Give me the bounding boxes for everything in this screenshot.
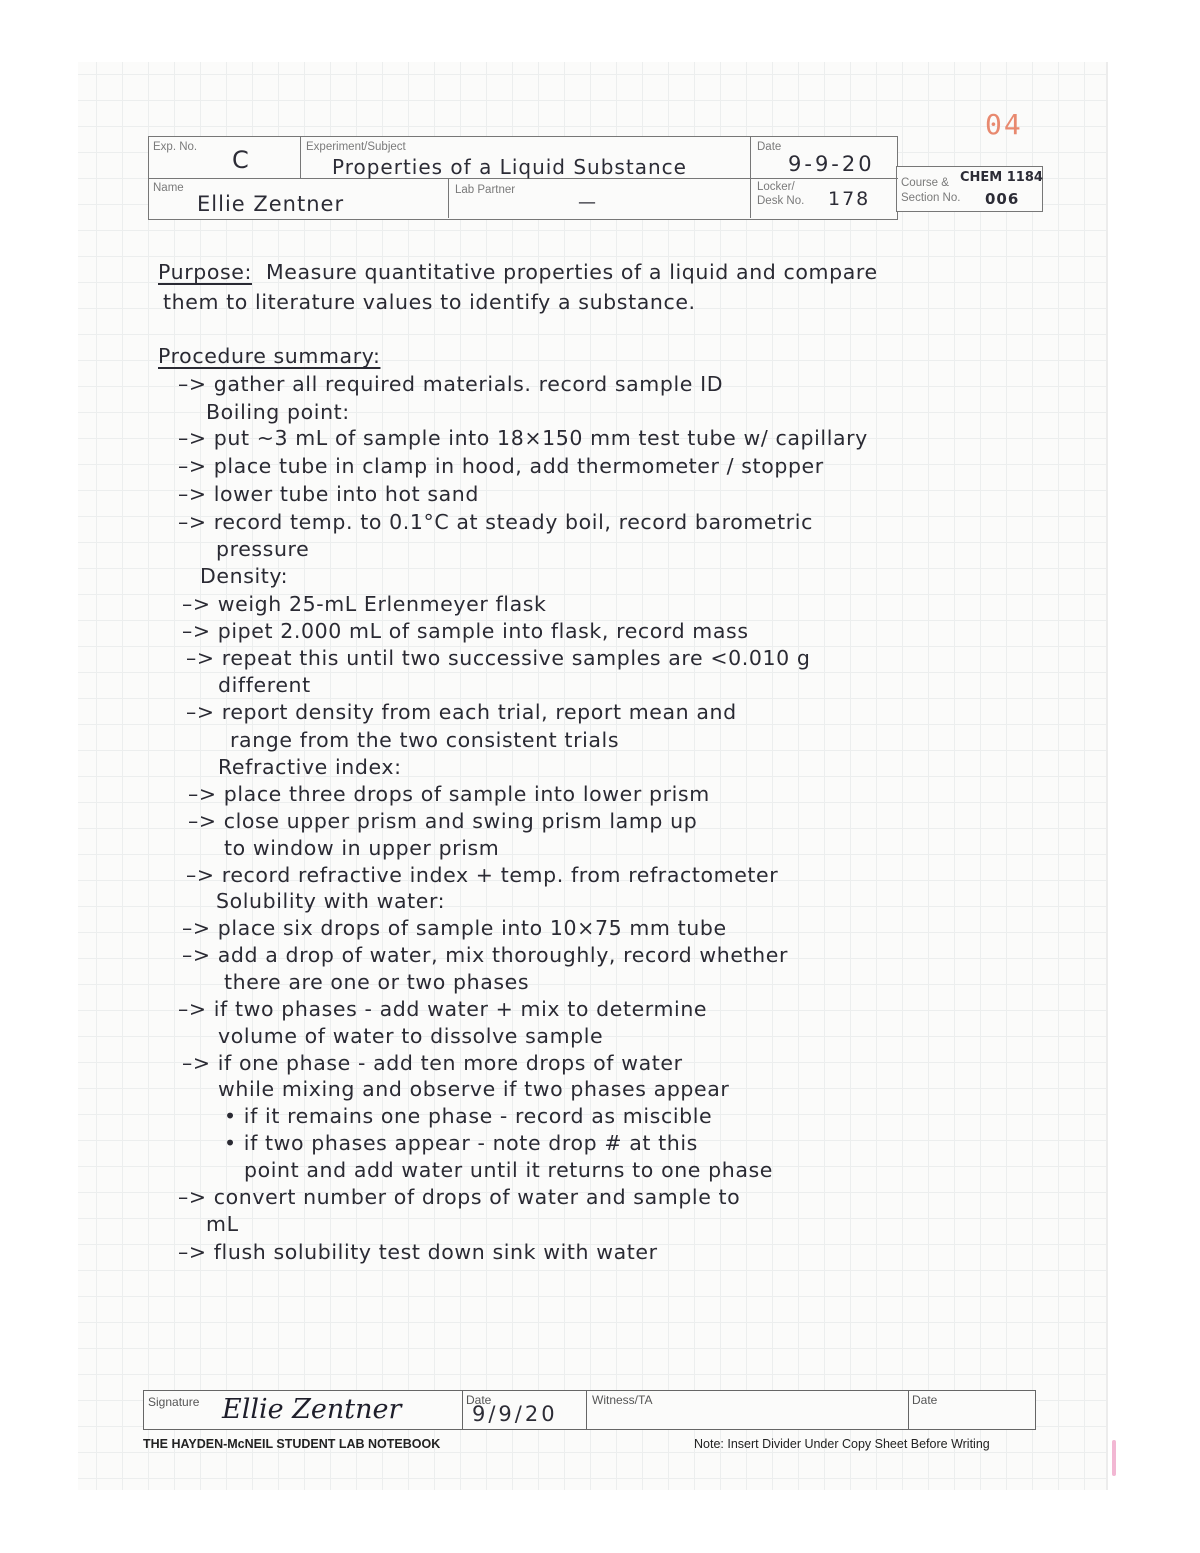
locker-label-2: Desk No. <box>757 195 805 207</box>
note-line: –> report density from each trial, report mean and <box>186 700 737 724</box>
purpose-heading: Purpose: <box>158 260 252 284</box>
note-line: there are one or two phases <box>224 970 530 994</box>
note-line: volume of water to dissolve sample <box>218 1024 604 1048</box>
note-line: –> weigh 25-mL Erlenmeyer flask <box>182 592 547 616</box>
name-label: Name <box>153 182 184 194</box>
page-number: 04 <box>985 108 1023 141</box>
note-line: –> flush solubility test down sink with water <box>178 1240 658 1264</box>
header-col-divider <box>750 136 751 218</box>
date-label: Date <box>757 141 782 153</box>
divider-note: Note: Insert Divider Under Copy Sheet Before Writing <box>694 1437 990 1451</box>
bullet-line: • if two phases appear - note drop # at this <box>224 1131 698 1155</box>
note-line: –> pipet 2.000 mL of sample into flask, record mass <box>182 619 749 643</box>
experiment-label: Experiment/Subject <box>306 141 406 153</box>
note-line: –> repeat this until two successive samples are <0.010 g <box>186 646 811 670</box>
note-line: –> close upper prism and swing prism lamp up <box>188 809 698 833</box>
note-line: pressure <box>216 537 310 561</box>
note-line: Measure quantitative properties of a liquid and compare <box>266 260 878 284</box>
note-line: –> place three drops of sample into lower prism <box>188 782 710 806</box>
note-line: different <box>218 673 311 697</box>
page-edge-mark <box>1112 1440 1116 1476</box>
procedure-heading: Procedure summary: <box>158 344 381 368</box>
note-line: –> if one phase - add ten more drops of water <box>182 1051 683 1075</box>
note-line: –> if two phases - add water + mix to determine <box>178 997 708 1021</box>
footer-date-label: Date <box>466 1393 492 1407</box>
note-line: –> put ~3 mL of sample into 18×150 mm test tube w/ capillary <box>178 426 868 450</box>
footer-divider <box>586 1391 588 1429</box>
lab-partner-label: Lab Partner <box>455 184 516 196</box>
section-heading-solubility: Solubility with water: <box>216 889 446 913</box>
note-line: mL <box>206 1212 239 1236</box>
notebook-brand: THE HAYDEN-McNEIL STUDENT LAB NOTEBOOK <box>143 1437 441 1451</box>
date-value: 9-9-20 <box>788 152 875 176</box>
section-heading-density: Density: <box>200 564 289 588</box>
note-line: –> gather all required materials. record sample ID <box>178 372 724 396</box>
section-heading-boiling-point: Boiling point: <box>206 400 350 424</box>
note-line: –> record temp. to 0.1°C at steady boil, record barometric <box>178 510 813 534</box>
note-line: –> lower tube into hot sand <box>178 482 479 506</box>
note-line: –> place six drops of sample into 10×75 mm tube <box>182 916 727 940</box>
section-value: 006 <box>985 190 1020 208</box>
course-label-2: Section No. <box>901 192 961 204</box>
header-col-divider <box>448 178 449 218</box>
header-col-divider <box>300 136 301 178</box>
witness-label: Witness/TA <box>592 1393 653 1407</box>
note-line: –> add a drop of water, mix thoroughly, record whether <box>182 943 789 967</box>
locker-label-1: Locker/ <box>757 181 795 193</box>
note-line: –> record refractive index + temp. from refractometer <box>186 863 779 887</box>
note-line: –> convert number of drops of water and sample to <box>178 1185 741 1209</box>
experiment-value: Properties of a Liquid Substance <box>332 155 687 179</box>
note-line: to window in upper prism <box>224 836 500 860</box>
section-heading-refractive-index: Refractive index: <box>218 755 402 779</box>
name-value: Ellie Zentner <box>197 192 345 216</box>
note-line: point and add water until it returns to one phase <box>244 1158 773 1182</box>
footer-date-value: 9/9/20 <box>472 1402 558 1426</box>
note-line: range from the two consistent trials <box>230 728 620 752</box>
footer-date2-label: Date <box>912 1393 938 1407</box>
lab-partner-value: — <box>578 192 596 213</box>
note-line: them to literature values to identify a substance. <box>163 290 696 314</box>
signature-label: Signature <box>148 1395 200 1409</box>
note-line: while mixing and observe if two phases appear <box>218 1077 730 1101</box>
locker-value: 178 <box>828 188 871 210</box>
course-value: CHEM 1184 <box>960 170 1043 185</box>
footer-divider <box>908 1391 910 1429</box>
footer-divider <box>462 1391 464 1429</box>
signature-value: Ellie Zentner <box>222 1394 402 1425</box>
exp-no-label: Exp. No. <box>153 141 198 153</box>
exp-no-value: C <box>232 146 249 174</box>
course-label-1: Course & <box>901 177 949 189</box>
note-line: –> place tube in clamp in hood, add thermometer / stopper <box>178 454 824 478</box>
bullet-line: • if it remains one phase - record as miscible <box>224 1104 713 1128</box>
